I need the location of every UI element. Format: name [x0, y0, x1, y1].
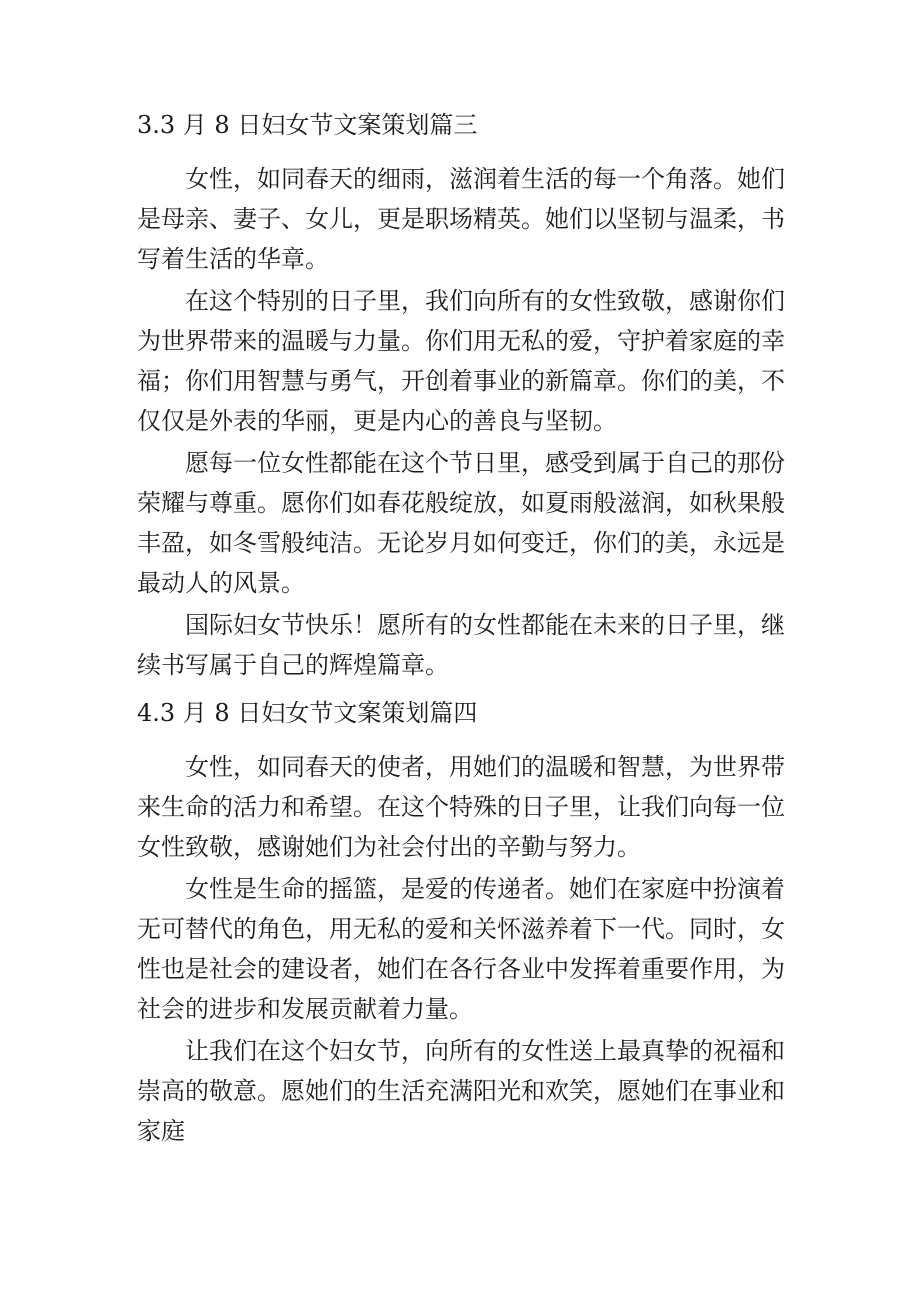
paragraph: 让我们在这个妇女节，向所有的女性送上最真挚的祝福和崇高的敬意。愿她们的生活充满阳光和欢笑，愿她们在事业和家庭 — [137, 1037, 785, 1145]
paragraph: 女性是生命的摇篮，是爱的传递者。她们在家庭中扮演着无可替代的角色，用无私的爱和关怀滋养着下一代。同时，女性也是社会的建设者，她们在各行各业中发挥着重要作用，为社会的进步和发展贡献着力量。 — [137, 875, 785, 1023]
paragraph: 在这个特别的日子里，我们向所有的女性致敬，感谢你们为世界带来的温暖与力量。你们用无私的爱，守护着家庭的幸福；你们用智慧与勇气，开创着事业的新篇章。你们的美，不仅仅是外表的华丽，更是内心的善良与坚韧。 — [137, 287, 785, 435]
section-heading: 3.3 月 8 日妇女节文案策划篇三 — [137, 111, 478, 139]
document-body — [137, 105, 785, 1153]
section-4 — [137, 693, 785, 1151]
paragraph: 女性，如同春天的细雨，滋润着生活的每一个角落。她们是母亲、妻子、女儿，更是职场精英。她们以坚韧与温柔，书写着生活的华章。 — [137, 165, 785, 273]
section-heading: 4.3 月 8 日妇女节文案策划篇四 — [137, 699, 478, 727]
paragraph: 女性，如同春天的使者，用她们的温暖和智慧，为世界带来生命的活力和希望。在这个特殊的日子里，让我们向每一位女性致敬，感谢她们为社会付出的辛勤与努力。 — [137, 753, 785, 861]
section-3 — [137, 105, 785, 685]
paragraph: 国际妇女节快乐！愿所有的女性都能在未来的日子里，继续书写属于自己的辉煌篇章。 — [137, 611, 785, 679]
paragraph: 愿每一位女性都能在这个节日里，感受到属于自己的那份荣耀与尊重。愿你们如春花般绽放，如夏雨般滋润，如秋果般丰盈，如冬雪般纯洁。无论岁月如何变迁，你们的美，永远是最动人的风景。 — [137, 449, 785, 597]
